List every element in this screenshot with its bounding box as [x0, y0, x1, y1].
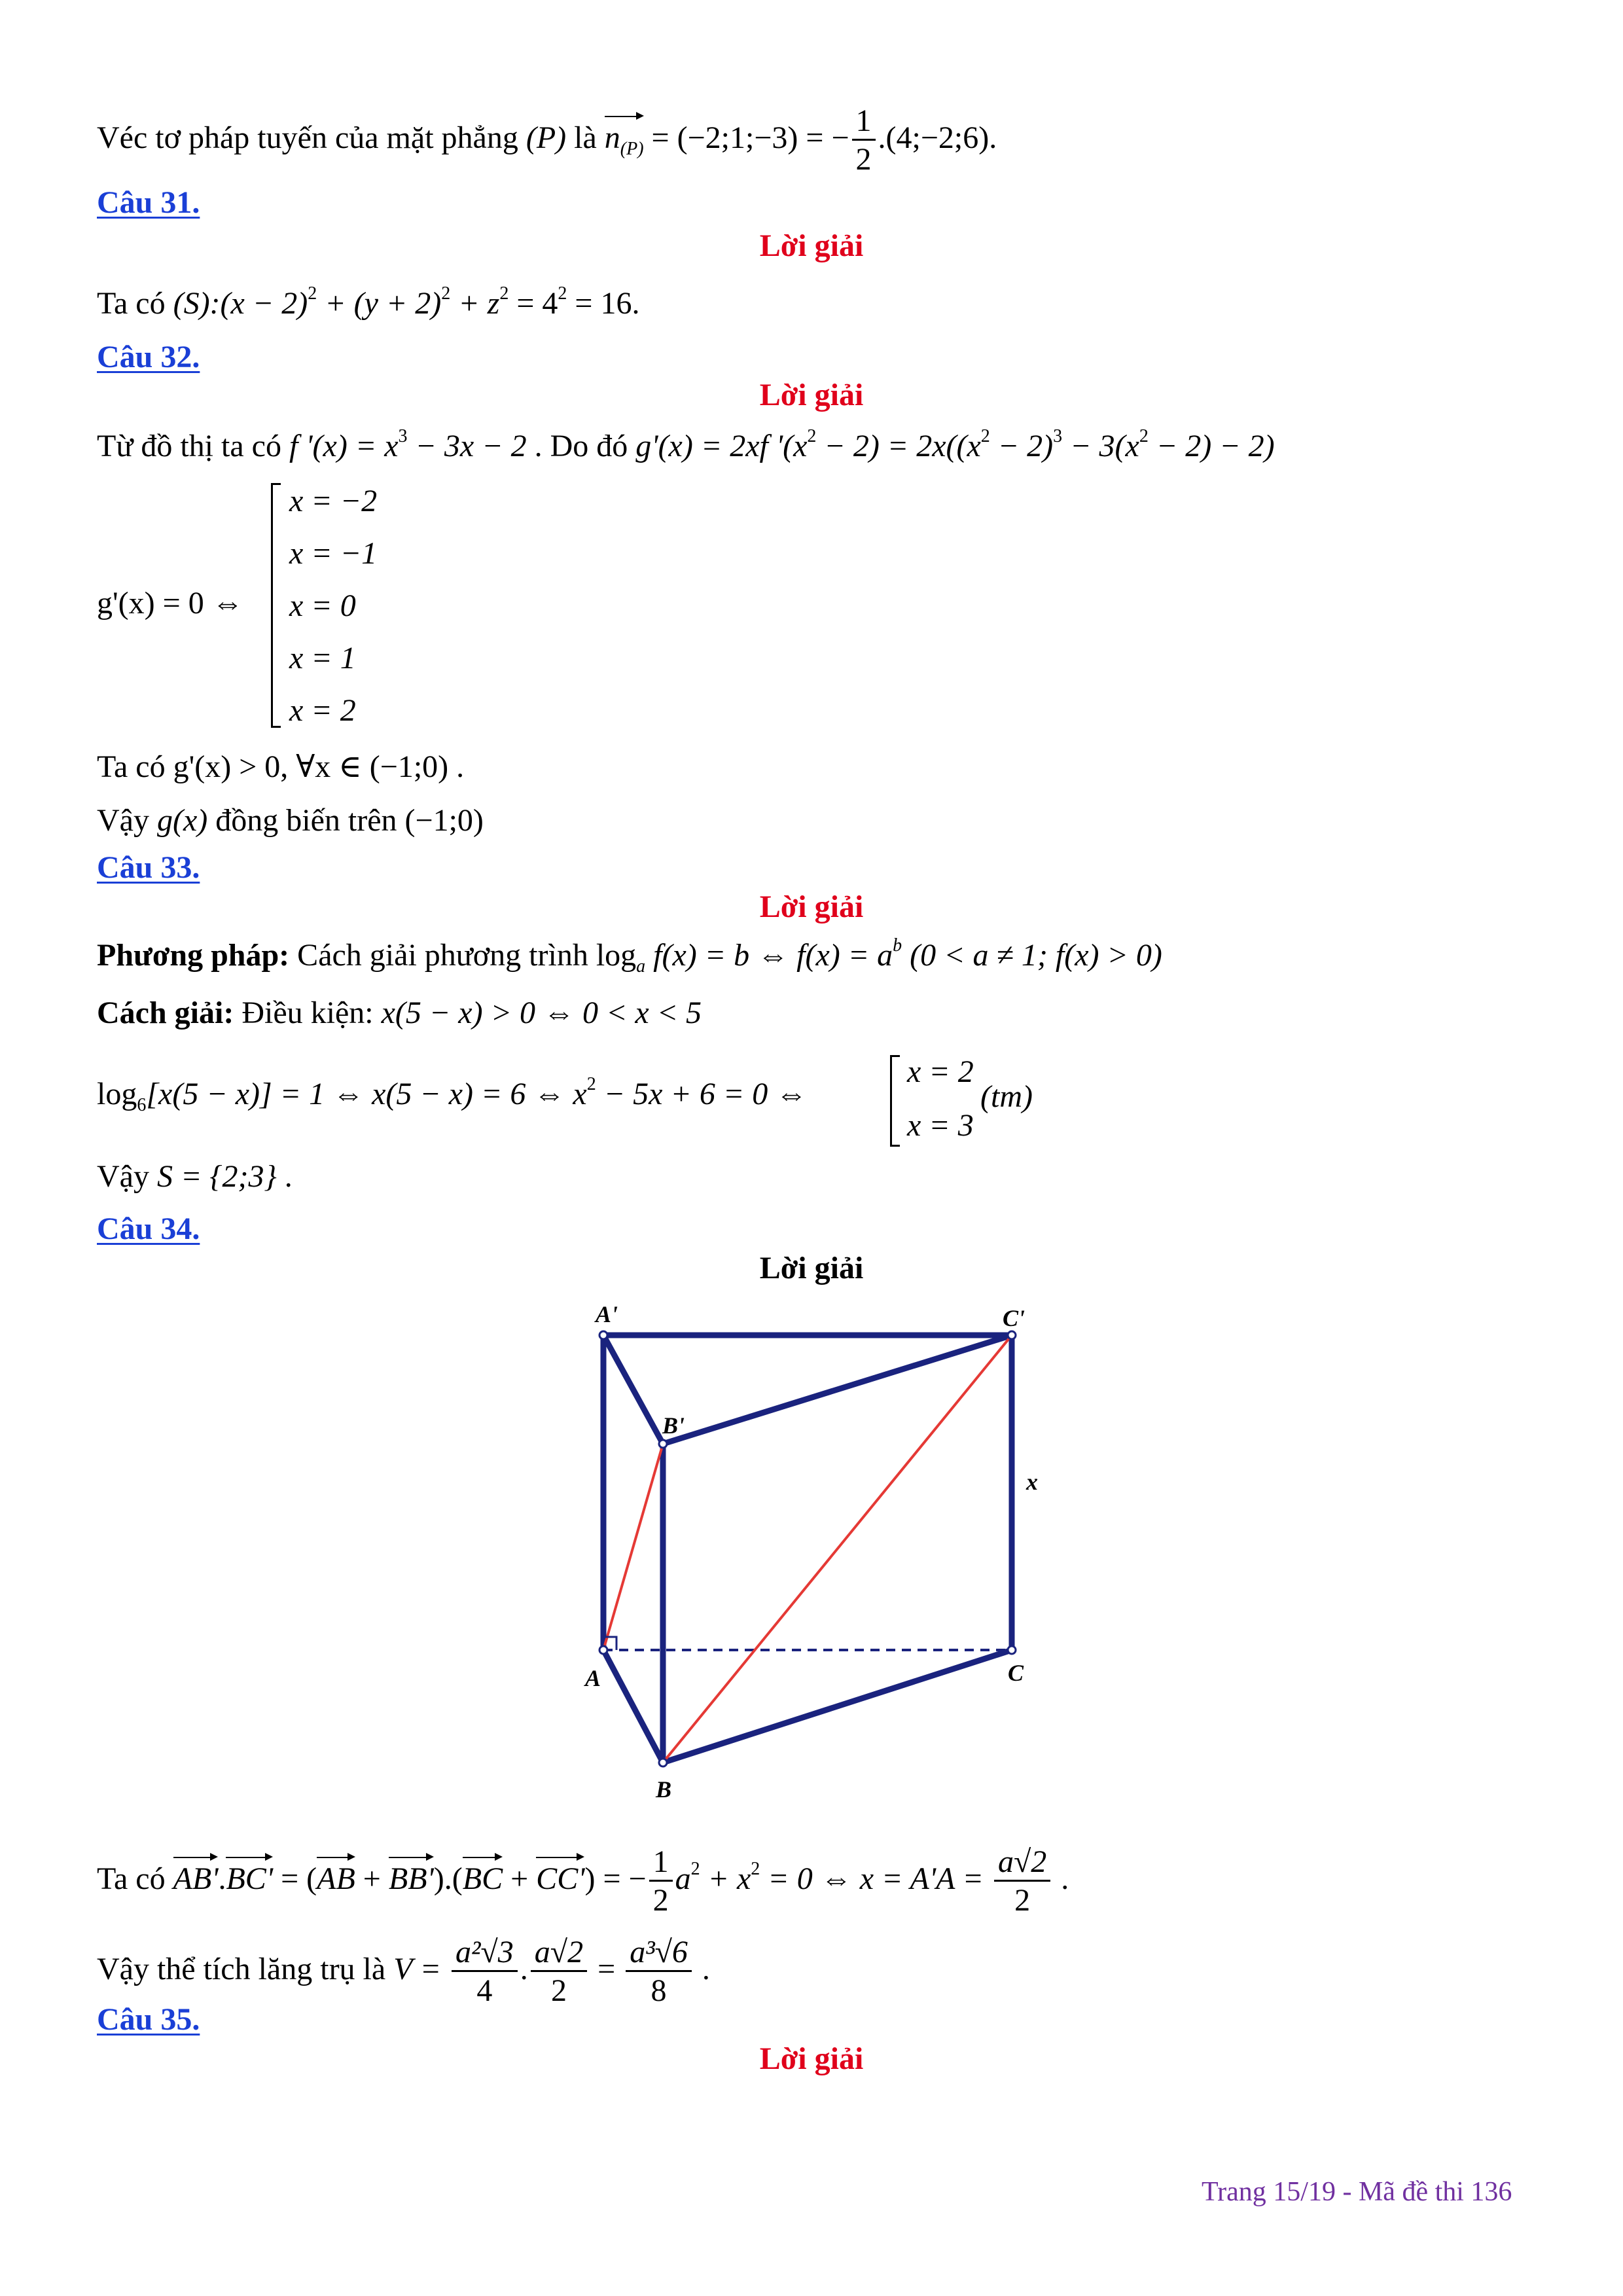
label-b1: B': [662, 1412, 685, 1439]
fraction-half: $\frac{1}{2}$: [852, 105, 876, 177]
q34-solution-heading: Lời giải: [759, 1251, 864, 1285]
edge-b-c: [663, 1650, 1012, 1763]
diagonal-a-b1: [603, 1444, 663, 1650]
q32-solution-heading: Lời giải: [759, 378, 864, 412]
edge-a1-b1: [603, 1335, 663, 1444]
label-a: A: [585, 1665, 601, 1691]
q33-root-2: x = 3: [907, 1108, 974, 1143]
q33-log-equation: $\log_6[x(5 - x)] = 1$ ⇔ x(5 − x) = 6 ⇔ $x^2 - 5x + 6 = 0$ ⇔: [97, 1074, 808, 1115]
q31-equation: Ta có (S):(x − $2)^2 + (y + 2)^2 + z^2 = 4^2 = 16$.: [97, 283, 640, 321]
prism-figure: [563, 1296, 1073, 1806]
question-34-title[interactable]: Câu 34.: [97, 1211, 200, 1246]
q34-dot-product-line: Ta có AB'.BC' = (AB + BB').(BC + CC') = − $\frac{1}{2}$ $a^2 + x^2 = 0$ ⇔ x = A'A = $\frac{a√2}{2}$ .: [97, 1844, 1069, 1918]
q31-solution-heading: Lời giải: [759, 228, 864, 263]
q32-case-1: x = −2: [289, 484, 378, 518]
q32-case-3: x = 0: [289, 588, 356, 623]
label-b: B: [656, 1776, 672, 1803]
edge-a-b: [603, 1650, 663, 1763]
page-footer: Trang 15/19 - Mã đề thi 136: [1202, 2177, 1512, 2207]
question-33-title[interactable]: Câu 33.: [97, 850, 200, 885]
vertex-a: [599, 1646, 607, 1654]
q32-case-5: x = 2: [289, 693, 356, 728]
label-x: x: [1026, 1469, 1038, 1495]
q32-system-lhs: g'(x) = 0 ⇔: [97, 586, 243, 620]
q32-derivative-line: Từ đồ thị ta có f '$(x) = x^3 - 3x - 2$ . Do đó g'(x) = 2xf '$(x^2 - 2) = 2x((x^2 - 2)^3 - 3(x^2 - 2) - 2)$: [97, 426, 1275, 463]
q33-method-line: Phương pháp: Cách giải phương trình $\log_a f(x) = b$ ⇔ $f(x) = a^b$ (0 < a ≠ 1; f(x) > 0): [97, 935, 1162, 977]
q32-conclusion: Vậy g(x) đồng biến trên (−1;0): [97, 803, 484, 838]
q33-solution-bracket: [890, 1055, 900, 1147]
normal-vector-line: Véc tơ pháp tuyến của mặt phẳng (P) là $n_{(P)}$ = (−2;1;−3) = − $\frac{1}{2}$ .(4;−2;6).: [97, 103, 997, 177]
label-c: C: [1008, 1660, 1024, 1686]
q33-condition-line: Cách giải: Điều kiện: x(5 − x) > 0 ⇔ 0 < x < 5: [97, 996, 702, 1030]
q33-tm-note: (tm): [980, 1079, 1033, 1114]
q34-volume-line: Vậy thể tích lăng trụ là V = $\frac{\text{a²√3}}{4}$ . $\frac{a√2}{2}$ = $\frac{\text{a³√6}}{8}$ .: [97, 1935, 710, 2009]
q33-conclusion: Vậy S = {2;3} .: [97, 1159, 293, 1194]
vertex-b: [659, 1759, 667, 1767]
q33-root-1: x = 2: [907, 1054, 974, 1089]
q35-solution-heading: Lời giải: [759, 2041, 864, 2076]
vertex-b1: [659, 1440, 667, 1448]
question-31-title[interactable]: Câu 31.: [97, 185, 200, 220]
q33-solution-heading: Lời giải: [759, 889, 864, 924]
q32-case-2: x = −1: [289, 536, 378, 571]
question-32-title[interactable]: Câu 32.: [97, 340, 200, 374]
vector-n-symbol: $n_{(P)}$: [604, 120, 644, 159]
q32-positive-line: Ta có g'(x) > 0, ∀x ∈ (−1;0) .: [97, 749, 465, 784]
vertex-a1: [599, 1331, 607, 1339]
vertex-c1: [1008, 1331, 1016, 1339]
question-35-title[interactable]: Câu 35.: [97, 2002, 200, 2037]
label-a1: A': [596, 1301, 618, 1327]
vertex-c: [1008, 1646, 1016, 1654]
q32-system-bracket: [271, 483, 281, 728]
diagonal-b-c1: [663, 1335, 1012, 1763]
q32-case-4: x = 1: [289, 641, 356, 675]
label-c1: C': [1003, 1305, 1026, 1331]
edge-b1-c1: [663, 1335, 1012, 1444]
